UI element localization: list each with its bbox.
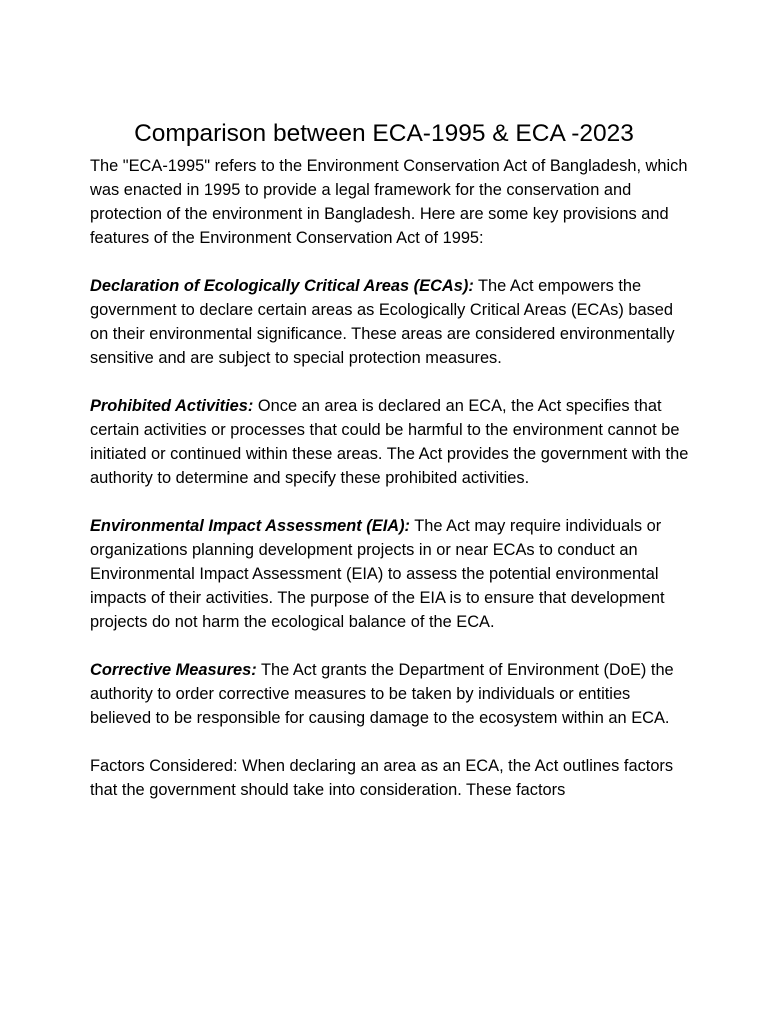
section-text: Once an area is declared an ECA, the Act specifies that certain activities or processes that could be harmful to the environment cannot be initiated or continued within these areas. The Act provides the government with the authority to determine and specify these prohibited activities. — [90, 397, 689, 487]
document-body — [90, 154, 690, 826]
section-term: Environmental Impact Assessment (EIA): — [90, 517, 411, 535]
section-term: Corrective Measures: — [90, 661, 257, 679]
section-text: The Act grants the Department of Environment (DoE) the authority to order corrective measures to be taken by individuals or entities believed to be responsible for causing damage to the ecosystem within an ECA. — [90, 661, 674, 727]
section-term: Declaration of Ecologically Critical Areas (ECAs): — [90, 277, 474, 295]
section-text: The Act may require individuals or organizations planning development projects in or near ECAs to conduct an Environmental Impact Assessment (EIA) to assess the potential environmental impacts of their activities. The purpose of the EIA is to ensure that development projects do not harm the ecological balance of the ECA. — [90, 517, 665, 631]
closing-paragraph: Factors Considered: When declaring an area as an ECA, the Act outlines factors that the government should take into consideration. These factors — [90, 757, 674, 799]
document-title: Comparison between ECA-1995 & ECA -2023 — [134, 120, 634, 147]
section-paragraph-eca-declaration — [90, 274, 690, 370]
section-paragraph-corrective-measures — [90, 658, 690, 730]
intro-paragraph: The "ECA-1995" refers to the Environment Conservation Act of Bangladesh, which was enacted in 1995 to provide a legal framework for the conservation and protection of the environment in Bangladesh. Here are some key provisions and features of the Environment Conservation Act of 1995: — [90, 157, 688, 247]
section-text: The Act empowers the government to declare certain areas as Ecologically Critical Areas (ECAs) based on their environmental significance. These areas are considered environmentally sensitive and are subject to special protection measures. — [90, 277, 675, 367]
section-paragraph-prohibited-activities — [90, 394, 690, 490]
section-paragraph-eia — [90, 514, 690, 634]
section-term: Prohibited Activities: — [90, 397, 254, 415]
